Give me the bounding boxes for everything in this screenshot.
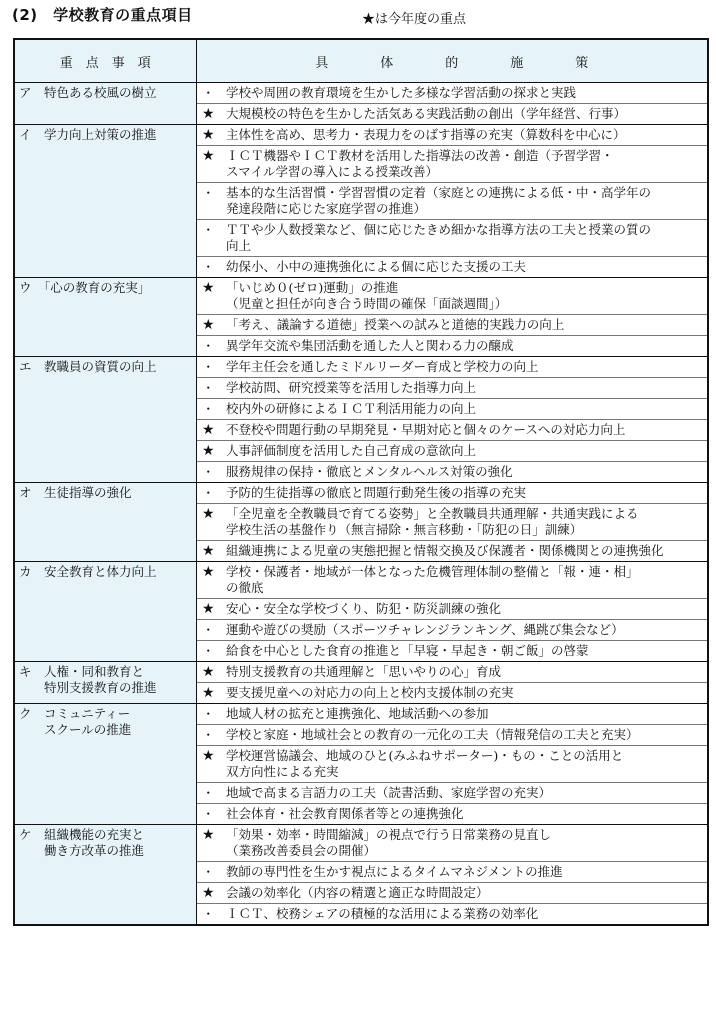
measure-text: 「考え、議論する道徳」授業への試みと道徳的実践力の向上 [220, 315, 708, 336]
measure-text: 主体性を高め、思考力・表現力をのばす指導の充実（算数科を中心に） [220, 125, 708, 146]
measure-text: 学年主任会を通したミドルリーダー育成と学校力の向上 [220, 357, 708, 378]
bullet-marker: ・ [196, 336, 220, 357]
measure-text: 学校・保護者・地域が一体となった危機管理体制の整備と「報・連・相」 の徹底 [220, 562, 708, 599]
measure-text: 学校訪問、研究授業等を活用した指導力向上 [220, 378, 708, 399]
priority-star-marker: ★ [196, 683, 220, 704]
priority-star-marker: ★ [196, 420, 220, 441]
measure-text: 会議の効率化（内容の精選と適正な時間設定） [220, 883, 708, 904]
bullet-marker: ・ [196, 704, 220, 725]
measure-text: 学校や周囲の教育環境を生かした多様な学習活動の探求と実践 [220, 83, 708, 104]
measure-text: 地域人材の拡充と連携強化、地域活動への参加 [220, 704, 708, 725]
measure-text: 地域で高まる言語力の工夫（読書活動、家庭学習の充実） [220, 783, 708, 804]
priority-star-marker: ★ [196, 504, 220, 541]
measure-text: 安心・安全な学校づくり、防犯・防災訓練の強化 [220, 599, 708, 620]
bullet-marker: ・ [196, 620, 220, 641]
column-header-measures: 具 体 的 施 策 [196, 39, 708, 83]
measure-text: 予防的生徒指導の徹底と問題行動発生後の指導の充実 [220, 483, 708, 504]
bullet-marker: ・ [196, 904, 220, 926]
measure-text: ＴＴや少人数授業など、個に応じたきめ細かな指導方法の工夫と授業の質の 向上 [220, 220, 708, 257]
table-row [14, 704, 708, 725]
bullet-marker: ・ [196, 399, 220, 420]
priority-item-label: ア 特色ある校風の樹立 [14, 83, 196, 125]
measure-text: 服務規律の保持・徹底とメンタルヘルス対策の強化 [220, 462, 708, 483]
priority-star-marker: ★ [196, 883, 220, 904]
measure-text: 大規模校の特色を生かした活気ある実践活動の創出（学年経営、行事） [220, 104, 708, 125]
bullet-marker: ・ [196, 220, 220, 257]
bullet-marker: ・ [196, 804, 220, 825]
bullet-marker: ・ [196, 783, 220, 804]
measure-text: 運動や遊びの奨励（スポーツチャレンジランキング、縄跳び集会など） [220, 620, 708, 641]
measure-text: 教師の専門性を生かす視点によるタイムマネジメントの推進 [220, 862, 708, 883]
priority-star-marker: ★ [196, 541, 220, 562]
table-row [14, 125, 708, 146]
priority-item-label: キ 人権・同和教育と 特別支援教育の推進 [14, 662, 196, 704]
priority-star-marker: ★ [196, 441, 220, 462]
bullet-marker: ・ [196, 357, 220, 378]
priority-item-label: エ 教職員の資質の向上 [14, 357, 196, 483]
table-row [14, 483, 708, 504]
bullet-marker: ・ [196, 183, 220, 220]
priority-star-marker: ★ [196, 315, 220, 336]
priority-star-marker: ★ [196, 562, 220, 599]
measure-text: 学校運営協議会、地域のひと(みふねサポーター)・もの・ことの活用と 双方向性による充実 [220, 746, 708, 783]
table-row [14, 562, 708, 599]
measure-text: ＩＣＴ、校務シェアの積極的な活用による業務の効率化 [220, 904, 708, 926]
priority-item-label: ク コミュニティー スクールの推進 [14, 704, 196, 825]
priority-star-marker: ★ [196, 125, 220, 146]
bullet-marker: ・ [196, 462, 220, 483]
measure-text: 給食を中心とした食育の推進と「早寝・早起き・朝ご飯」の啓蒙 [220, 641, 708, 662]
table-row [14, 83, 708, 104]
priority-star-marker: ★ [196, 146, 220, 183]
measure-text: ＩＣＴ機器やＩＣＴ教材を活用した指導法の改善・創造（予習学習・ スマイル学習の導入による授業改善） [220, 146, 708, 183]
bullet-marker: ・ [196, 641, 220, 662]
measure-text: 異学年交流や集団活動を通した人と関わる力の醸成 [220, 336, 708, 357]
priority-star-marker: ★ [196, 662, 220, 683]
bullet-marker: ・ [196, 257, 220, 278]
table-row [14, 662, 708, 683]
priority-star-marker: ★ [196, 599, 220, 620]
priority-star-marker: ★ [196, 104, 220, 125]
priority-items-table [13, 38, 709, 926]
bullet-marker: ・ [196, 378, 220, 399]
priority-item-label: カ 安全教育と体力向上 [14, 562, 196, 662]
priority-note: ★は今年度の重点 [362, 12, 467, 27]
table-row [14, 825, 708, 862]
measure-text: 基本的な生活習慣・学習習慣の定着（家庭との連携による低・中・高学年の 発達段階に応じた家庭学習の推進） [220, 183, 708, 220]
table-row [14, 278, 708, 315]
bullet-marker: ・ [196, 862, 220, 883]
measure-text: 組織連携による児童の実態把握と情報交換及び保護者・関係機関との連携強化 [220, 541, 708, 562]
priority-item-label: ケ 組織機能の充実と 働き方改革の推進 [14, 825, 196, 926]
table-header-row [14, 39, 708, 83]
measure-text: 不登校や問題行動の早期発見・早期対応と個々のケースへの対応力向上 [220, 420, 708, 441]
priority-item-label: ウ 「心の教育の充実」 [14, 278, 196, 357]
measure-text: 校内外の研修によるＩＣＴ利活用能力の向上 [220, 399, 708, 420]
table-body [14, 83, 708, 926]
measure-text: 人事評価制度を活用した自己育成の意欲向上 [220, 441, 708, 462]
priority-star-marker: ★ [196, 746, 220, 783]
table-row [14, 357, 708, 378]
column-header-item: 重 点 事 項 [14, 39, 196, 83]
priority-item-label: オ 生徒指導の強化 [14, 483, 196, 562]
measure-text: 学校と家庭・地域社会との教育の一元化の工夫（情報発信の工夫と充実） [220, 725, 708, 746]
measure-text: 「いじめ０(ゼロ)運動」の推進 （児童と担任が向き合う時間の確保「面談週間」） [220, 278, 708, 315]
section-heading: (2) 学校教育の重点項目 [12, 6, 193, 24]
priority-item-label: イ 学力向上対策の推進 [14, 125, 196, 278]
measure-text: 要支援児童への対応力の向上と校内支援体制の充実 [220, 683, 708, 704]
measure-text: 「効果・効率・時間縮減」の視点で行う日常業務の見直し （業務改善委員会の開催） [220, 825, 708, 862]
measure-text: 「全児童を全教職員で育てる姿勢」と全教職員共通理解・共通実践による 学校生活の基盤作り（無言掃除・無言移動・「防犯の日」訓練） [220, 504, 708, 541]
bullet-marker: ・ [196, 725, 220, 746]
bullet-marker: ・ [196, 83, 220, 104]
measure-text: 幼保小、小中の連携強化による個に応じた支援の工夫 [220, 257, 708, 278]
priority-star-marker: ★ [196, 825, 220, 862]
measure-text: 社会体育・社会教育関係者等との連携強化 [220, 804, 708, 825]
priority-star-marker: ★ [196, 278, 220, 315]
measure-text: 特別支援教育の共通理解と「思いやりの心」育成 [220, 662, 708, 683]
bullet-marker: ・ [196, 483, 220, 504]
